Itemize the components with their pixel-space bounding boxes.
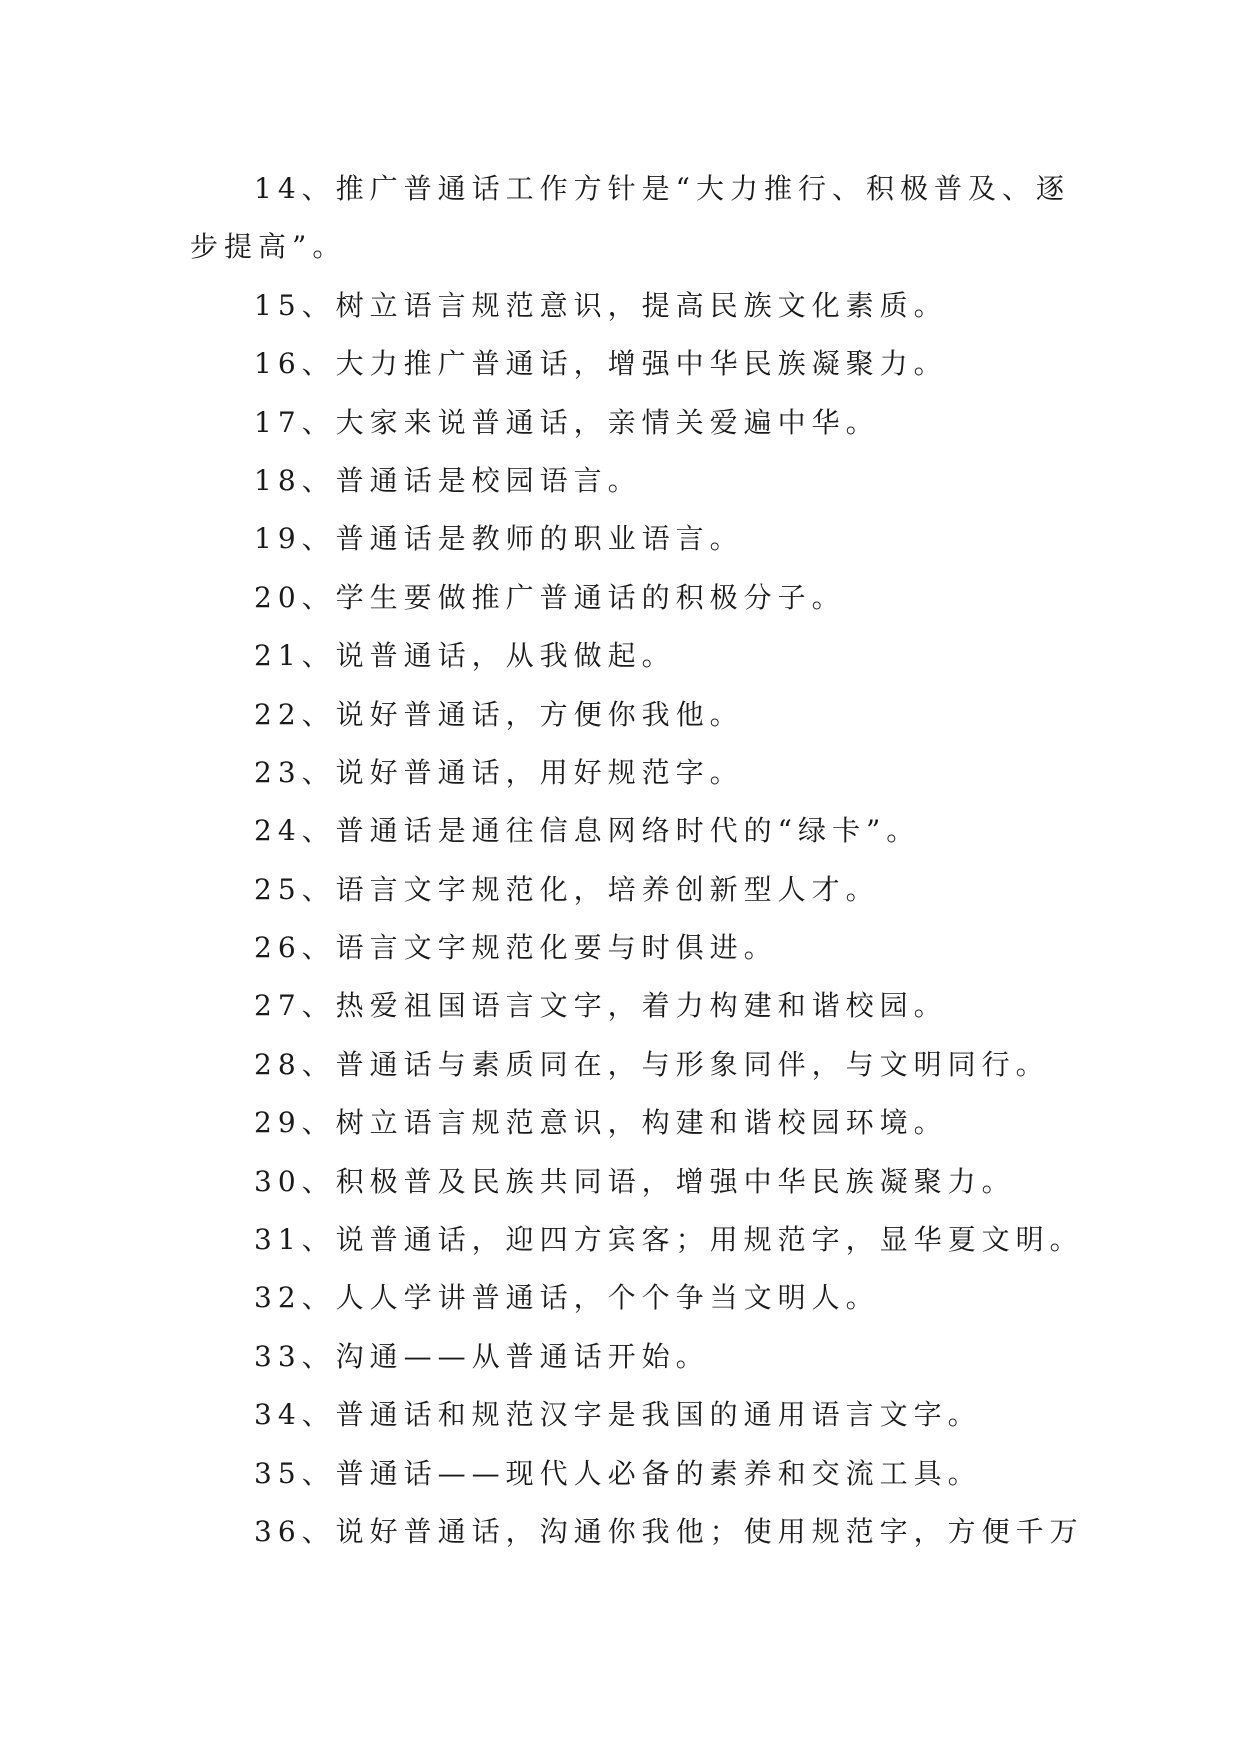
list-item-29: 29、树立语言规范意识，构建和谐校园环境。	[254, 1106, 948, 1140]
list-item-35: 35、普通话——现代人必备的素养和交流工具。	[254, 1456, 982, 1490]
list-item-21: 21、说普通话，从我做起。	[254, 639, 676, 673]
list-item-16: 16、大力推广普通话，增强中华民族凝聚力。	[254, 347, 948, 381]
list-item-17: 17、大家来说普通话，亲情关爱遍中华。	[254, 405, 880, 439]
list-item-19: 19、普通话是教师的职业语言。	[254, 522, 744, 556]
list-item-18: 18、普通话是校园语言。	[254, 463, 642, 497]
list-item-32: 32、人人学讲普通话，个个争当文明人。	[254, 1281, 880, 1315]
list-item-27: 27、热爱祖国语言文字，着力构建和谐校园。	[254, 989, 948, 1023]
list-item-28: 28、普通话与素质同在，与形象同伴，与文明同行。	[254, 1047, 1050, 1081]
list-item-26: 26、语言文字规范化要与时俱进。	[254, 931, 778, 965]
list-item-23: 23、说好普通话，用好规范字。	[254, 755, 744, 789]
list-item-22: 22、说好普通话，方便你我他。	[254, 697, 744, 731]
list-item-24: 24、普通话是通往信息网络时代的“绿卡”。	[254, 814, 921, 848]
list-item-14-continued: 步提高”。	[190, 230, 347, 264]
list-item-30: 30、积极普及民族共同语，增强中华民族凝聚力。	[254, 1164, 1016, 1198]
list-item-36: 36、说好普通话，沟通你我他；使用规范字，方便千万	[254, 1514, 1084, 1548]
list-item-14: 14、推广普通话工作方针是“大力推行、积极普及、逐	[254, 172, 1070, 205]
list-item-15: 15、树立语言规范意识，提高民族文化素质。	[254, 288, 948, 322]
list-item-34: 34、普通话和规范汉字是我国的通用语言文字。	[254, 1398, 982, 1432]
list-item-31: 31、说普通话，迎四方宾客；用规范字，显华夏文明。	[254, 1223, 1084, 1257]
slogan-list	[190, 160, 1084, 1561]
list-item-33: 33、沟通——从普通话开始。	[254, 1339, 710, 1373]
list-item-20: 20、学生要做推广普通话的积极分子。	[254, 580, 846, 614]
list-item-25: 25、语言文字规范化，培养创新型人才。	[254, 872, 880, 906]
